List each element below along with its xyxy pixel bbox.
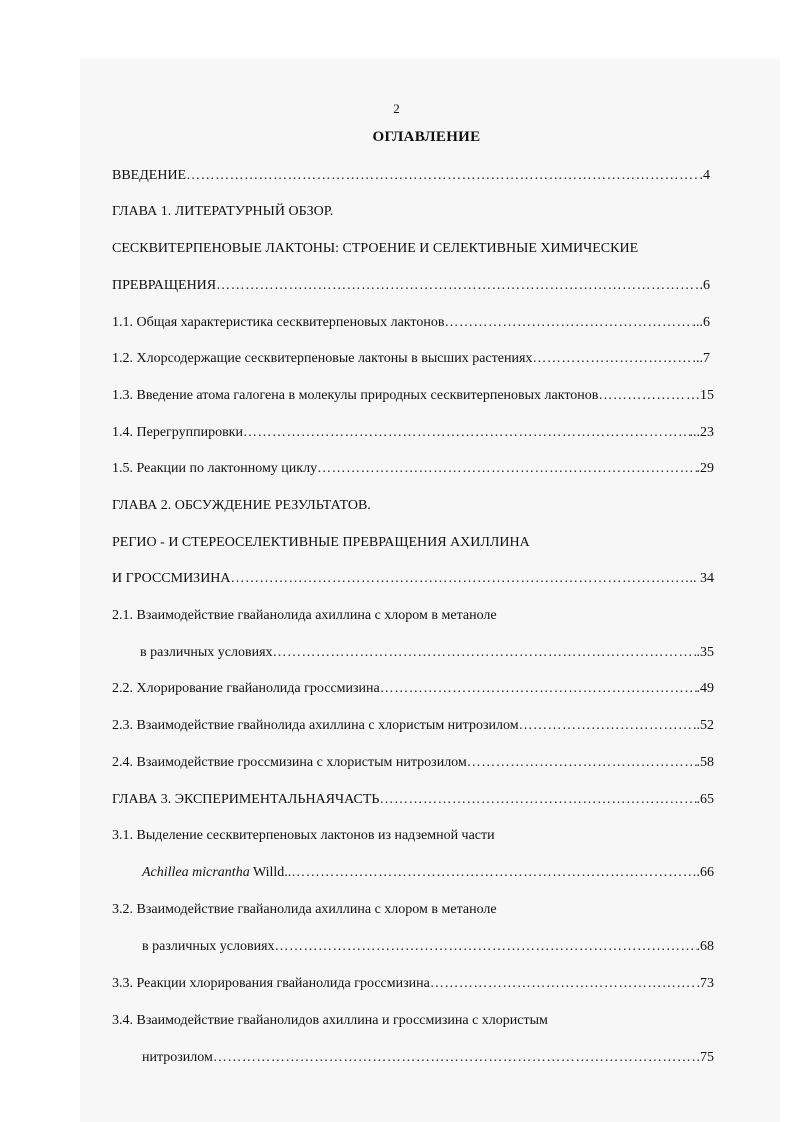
toc-entry-2-1[interactable] <box>140 644 714 662</box>
toc-page: .49 <box>696 681 714 696</box>
toc-chapter-2-heading: ГЛАВА 2. ОБСУЖДЕНИЕ РЕЗУЛЬТАТОВ. <box>112 498 371 513</box>
dot-leader <box>598 387 686 405</box>
dot-leader <box>519 717 697 735</box>
toc-page: .66 <box>696 865 714 880</box>
toc-page: .6 <box>699 278 710 293</box>
dot-leader <box>317 460 696 478</box>
dot-leader <box>430 975 697 993</box>
dot-leader <box>379 791 696 809</box>
dot-leader <box>275 938 697 956</box>
toc-label: в различных условиях <box>140 645 273 660</box>
toc-page: .75 <box>696 1050 714 1065</box>
page-number: 2 <box>393 101 400 116</box>
toc-entry-1-4[interactable] <box>112 424 714 442</box>
toc-page: .68 <box>696 939 714 954</box>
dot-leader <box>231 570 690 588</box>
toc-entry-2-4[interactable] <box>112 754 714 772</box>
toc-label: ВВЕДЕНИЕ <box>112 168 187 183</box>
toc-label: 1.3. Введение атома галогена в молекулы природных сесквитерпеновых лактонов <box>112 388 599 403</box>
toc-entry-3-1-line1: 3.1. Выделение сесквитерпеновых лактонов из надземной части <box>112 828 495 843</box>
toc-label: нитрозилом <box>142 1050 213 1065</box>
dot-leader <box>291 864 696 882</box>
toc-label: в различных условиях <box>142 939 275 954</box>
toc-page: …15 <box>686 388 714 403</box>
toc-label: 1.2. Хлорсодержащие сесквитерпеновые лактоны в высших растениях <box>112 351 533 366</box>
toc-label: 1.1. Общая характеристика сесквитерпеновых лактонов <box>112 315 445 330</box>
toc-page: .29 <box>696 461 714 476</box>
dot-leader <box>213 1049 697 1067</box>
dot-leader <box>273 644 697 662</box>
dot-leader <box>380 680 697 698</box>
toc-label: 3.3. Реакции хлорирования гвайанолида гроссмизина <box>112 976 430 991</box>
toc-page: .4 <box>699 168 710 183</box>
toc-page: ...23 <box>689 425 714 440</box>
toc-chapter-2-subtitle: РЕГИО - И СТЕРЕОСЕЛЕКТИВНЫЕ ПРЕВРАЩЕНИЯ АХИЛЛИНА <box>112 535 530 550</box>
toc-chapter-1-subtitle: СЕСКВИТЕРПЕНОВЫЕ ЛАКТОНЫ: СТРОЕНИЕ И СЕЛЕКТИВНЫЕ ХИМИЧЕСКИЕ <box>112 241 639 256</box>
dot-leader <box>467 754 697 772</box>
toc-page: .73 <box>696 976 714 991</box>
toc-entry-2-2[interactable] <box>112 680 714 698</box>
toc-entry-1-3[interactable] <box>112 387 714 405</box>
toc-entry-3-4[interactable] <box>142 1049 714 1067</box>
page-title: ОГЛАВЛЕНИЕ <box>372 129 481 145</box>
toc-label: ПРЕВРАЩЕНИЯ <box>112 278 217 293</box>
toc-page: ..7 <box>696 351 710 366</box>
toc-entry-3-4-line1: 3.4. Взаимодействие гвайанолидов ахиллина и гроссмизина с хлористым <box>112 1013 548 1028</box>
toc-entry-intro[interactable] <box>112 167 710 185</box>
toc-page: .52 <box>696 718 714 733</box>
species-name: Achillea micrantha <box>142 865 250 880</box>
toc-entry-1-1[interactable] <box>112 314 710 332</box>
toc-page: .65 <box>696 792 714 807</box>
toc-page: .. 34 <box>689 571 714 586</box>
toc-label: ГЛАВА 3. ЭКСПЕРИМЕНТАЛЬНАЯЧАСТЬ <box>112 792 380 807</box>
dot-leader <box>444 314 692 332</box>
species-author: Willd.. <box>249 865 292 880</box>
dot-leader <box>243 424 690 442</box>
toc-entry-3-1[interactable] <box>142 864 714 882</box>
toc-entry-1-5[interactable] <box>112 460 714 478</box>
toc-label: 1.4. Перегруппировки <box>112 425 243 440</box>
toc-entry-1-2[interactable] <box>112 350 710 368</box>
toc-entry-3-3[interactable] <box>112 975 714 993</box>
toc-entry-chapter-3[interactable] <box>112 791 714 809</box>
dot-leader <box>532 350 696 368</box>
dot-leader <box>186 167 699 185</box>
toc-chapter-1-heading: ГЛАВА 1. ЛИТЕРАТУРНЫЙ ОБЗОР. <box>112 204 334 219</box>
toc-label <box>142 864 291 882</box>
toc-entry-3-2[interactable] <box>142 938 714 956</box>
toc-label: 1.5. Реакции по лактонному циклу <box>112 461 318 476</box>
toc-label: 2.4. Взаимодействие гроссмизина с хлористым нитрозилом <box>112 755 467 770</box>
toc-entry-3-2-line1: 3.2. Взаимодействие гвайанолида ахиллина с хлором в метаноле <box>112 902 497 917</box>
toc-page: .35 <box>696 645 714 660</box>
toc-entry-chapter-2[interactable] <box>112 570 714 588</box>
toc-page: ...6 <box>692 315 710 330</box>
toc-entry-2-1-line1: 2.1. Взаимодействие гвайанолида ахиллина с хлором в метаноле <box>112 608 497 623</box>
toc-label: 2.3. Взаимодействие гвайнолида ахиллина с хлористым нитрозилом <box>112 718 519 733</box>
toc-entry-chapter-1[interactable] <box>112 277 710 295</box>
toc-page: .58 <box>696 755 714 770</box>
toc-entry-2-3[interactable] <box>112 717 714 735</box>
toc-label: И ГРОССМИЗИНА <box>112 571 231 586</box>
toc-label: 2.2. Хлорирование гвайанолида гроссмизина <box>112 681 380 696</box>
dot-leader <box>216 277 699 295</box>
